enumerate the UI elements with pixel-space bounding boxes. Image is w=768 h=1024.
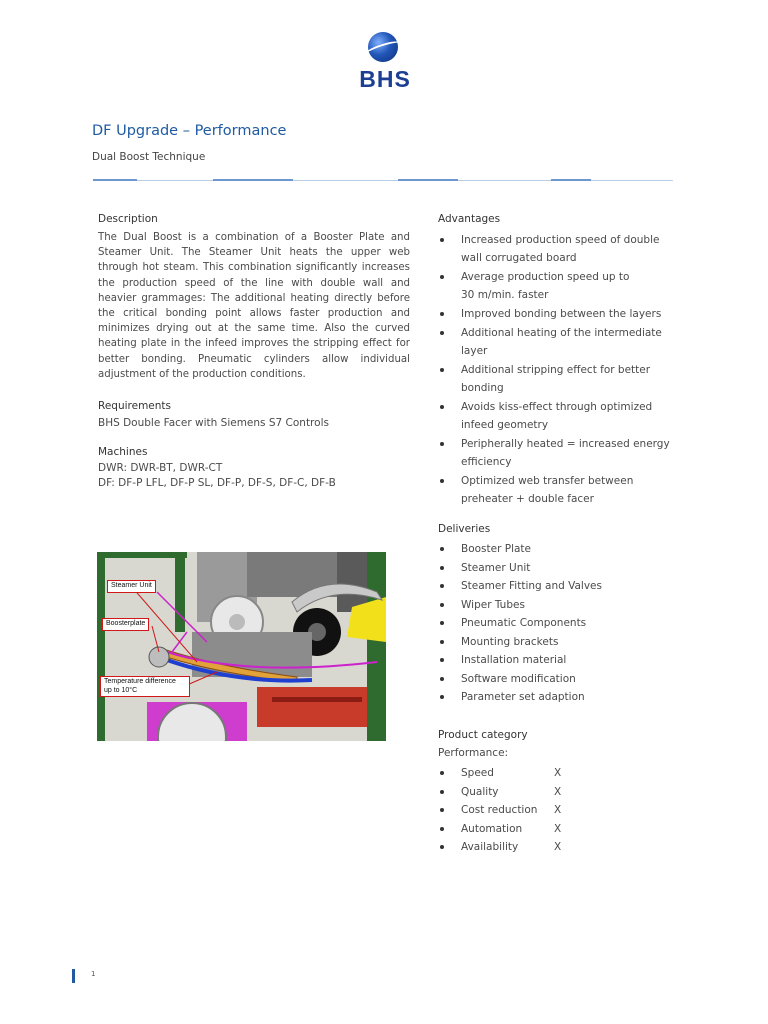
callout-temperature-line-1: Temperature difference — [104, 678, 176, 685]
machines-line-2: DF: DF-P LFL, DF-P SL, DF-P, DF-S, DF-C, DF-B — [98, 477, 336, 489]
list-item: Installation material — [438, 651, 688, 670]
page-subtitle: Dual Boost Technique — [92, 151, 206, 163]
product-category-heading: Product category — [438, 729, 528, 741]
list-item: Wiper Tubes — [438, 596, 688, 615]
callout-steamer-unit: Steamer Unit — [107, 580, 156, 593]
list-item: Booster Plate — [438, 540, 688, 559]
callout-temperature — [100, 676, 190, 697]
deliveries-heading: Deliveries — [438, 523, 491, 535]
deliveries-list — [438, 540, 688, 707]
description-heading: Description — [98, 213, 158, 225]
callout-boosterplate: Boosterplate — [102, 618, 149, 631]
list-item: Pneumatic Components — [438, 614, 688, 633]
page-title: DF Upgrade – Performance — [92, 123, 287, 139]
page-marker — [72, 969, 75, 983]
product-category-subheading: Performance: — [438, 747, 509, 759]
advantages-list — [438, 231, 688, 509]
list-item: Steamer Unit — [438, 559, 688, 578]
description-text: The Dual Boost is a combination of a Booster Plate and Steamer Unit. The Steamer Unit heats the upper web through hot steam. This combination significantly increases the production speed of the line with double wall and heavier grammages: The additional heating directly before the critical bonding point allows faster production and minimizes drying out at the same time. Also the curved heating plate in the infeed improves the stripping effect for better bonding. Pneumatic cylinders allow individual adjustment of the production conditions. — [98, 232, 410, 380]
list-item: Additional heating of the intermediate layer — [438, 324, 688, 360]
list-item: Additional stripping effect for better bonding — [438, 361, 688, 397]
list-item: Quality X — [438, 783, 688, 802]
machines-heading: Machines — [98, 446, 148, 458]
list-item: Avoids kiss-effect through optimized infeed geometry — [438, 398, 688, 434]
list-item: Peripherally heated = increased energy efficiency — [438, 435, 688, 471]
list-item: Improved bonding between the layers — [438, 305, 688, 323]
list-item: Optimized web transfer between preheater + double facer — [438, 472, 688, 508]
list-item: Cost reduction X — [438, 801, 688, 820]
dual-boost-machine-image — [97, 552, 386, 741]
list-item: Steamer Fitting and Valves — [438, 577, 688, 596]
list-item: Speed X — [438, 764, 688, 783]
list-item: Automation X — [438, 820, 688, 839]
requirements-text: BHS Double Facer with Siemens S7 Controls — [98, 417, 329, 429]
machines-line-1: DWR: DWR-BT, DWR-CT — [98, 462, 223, 474]
performance-list — [438, 764, 688, 857]
requirements-heading: Requirements — [98, 400, 171, 412]
page-number: 1 — [91, 970, 96, 978]
list-item: Parameter set adaption — [438, 688, 688, 707]
list-item: Software modification — [438, 670, 688, 689]
header-divider — [93, 180, 673, 181]
logo-text: BHS — [359, 66, 411, 92]
list-item: Mounting brackets — [438, 633, 688, 652]
bhs-logo — [344, 32, 424, 92]
list-item: Increased production speed of double wall corrugated board — [438, 231, 688, 267]
callout-temperature-line-2: up to 10°C — [104, 686, 138, 694]
list-item: Availability X — [438, 838, 688, 857]
advantages-heading: Advantages — [438, 213, 501, 225]
list-item: Average production speed up to 30 m/min. faster — [438, 268, 688, 304]
